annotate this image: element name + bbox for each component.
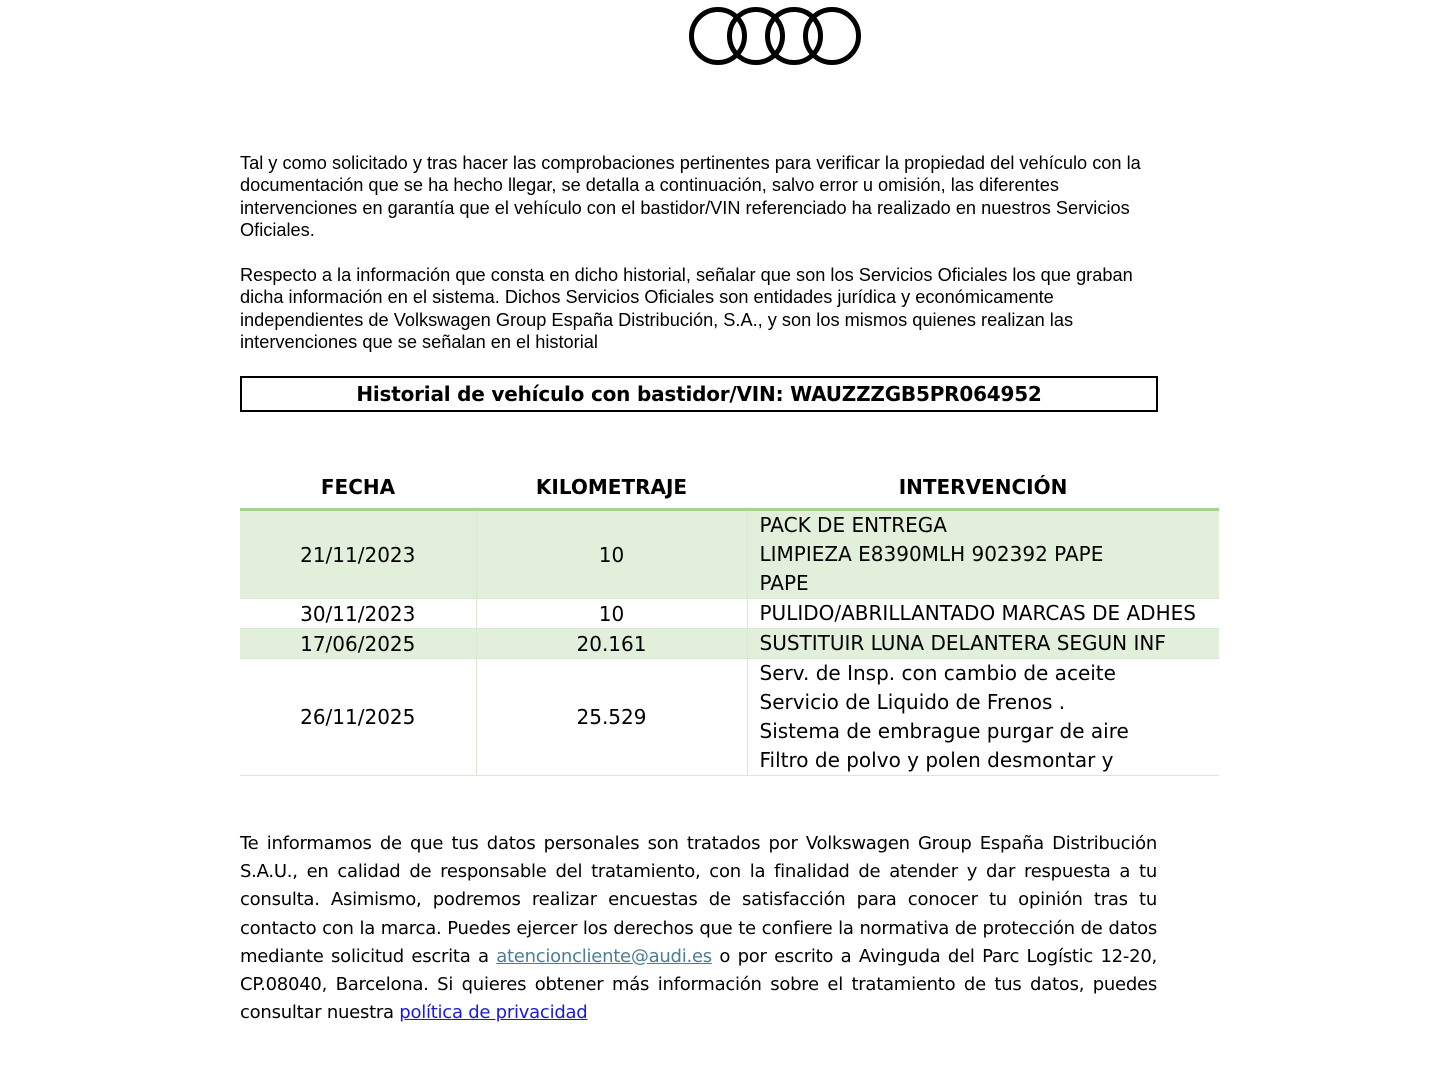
intervention-line: Servicio de Liquido de Frenos . xyxy=(759,690,1066,714)
vin-title-box: Historial de vehículo con bastidor/VIN: WAUZZZGB5PR064952 xyxy=(240,376,1158,412)
row-interventions xyxy=(747,659,1219,776)
table-row xyxy=(240,629,1219,659)
table-row xyxy=(240,510,1219,599)
row-km: 10 xyxy=(476,599,747,629)
table-row xyxy=(240,659,1219,776)
intro-paragraph-2: Respecto a la información que consta en dicho historial, señalar que son los Servicios Oficiales los que graban dicha información en el sistema. Dichos Servicios Oficiales son entidades jurídica y económicamente independientes de Volkswagen Group España Distribución, S.A., y son los mismos quienes realizan las intervenciones que se señalan en el historial xyxy=(240,265,1133,353)
privacy-text-part-1: Te informamos de que tus datos personales son tratados por Volkswagen Group España Distribución S.A.U., en calidad de responsable del tratamiento, con la finalidad de atender y dar respuesta a tu consulta. Asimismo, podremos realizar encuestas de satisfacción para conocer tu opinión tras tu contacto con la marca. Puedes ejercer los derechos que te confiere la normativa de protección de datos mediante solicitud escrita a xyxy=(240,833,1157,967)
intro-paragraph-1: Tal y como solicitado y tras hacer las comprobaciones pertinentes para verificar la propiedad del vehículo con la documentación que se ha hecho llegar, se detalla a continuación, salvo error u omisión, las diferentes intervenciones en garantía que el vehículo con el bastidor/VIN referenciado ha realizado en nuestros Servicios Oficiales. xyxy=(240,153,1141,241)
row-date: 30/11/2023 xyxy=(240,599,476,629)
row-interventions xyxy=(747,510,1219,599)
row-km: 10 xyxy=(476,510,747,599)
vehicle-history-table xyxy=(240,466,1219,776)
privacy-text-part-2: o por escrito a Avinguda del Parc Logístic 12-20, CP.08040, Barcelona. Si quieres obtener más información sobre el tratamiento de tus datos, puedes consultar nuestra xyxy=(240,945,1157,1024)
intervention-line: LIMPIEZA E8390MLH 902392 PAPE xyxy=(759,542,1104,566)
privacy-policy-link[interactable]: política de privacidad xyxy=(399,1002,588,1024)
row-date: 21/11/2023 xyxy=(240,510,476,599)
intervention-line: PACK DE ENTREGA xyxy=(759,513,947,537)
intervention-line: Serv. de Insp. con cambio de aceite xyxy=(759,661,1116,685)
row-interventions xyxy=(747,629,1219,659)
intervention-line: PAPE xyxy=(759,571,809,595)
audi-four-rings-icon xyxy=(686,4,864,68)
header-date: FECHA xyxy=(240,466,476,510)
table-header-row xyxy=(240,466,1219,510)
intervention-line: Filtro de polvo y polen desmontar y xyxy=(759,748,1114,772)
intervention-line: Sistema de embrague purgar de aire xyxy=(759,719,1129,743)
intervention-line: SUSTITUIR LUNA DELANTERA SEGUN INF xyxy=(759,631,1166,655)
header-km: KILOMETRAJE xyxy=(476,466,747,510)
intervention-line: PULIDO/ABRILLANTADO MARCAS DE ADHES xyxy=(759,601,1196,625)
header-intervention: INTERVENCIÓN xyxy=(747,466,1219,510)
table-row xyxy=(240,599,1219,629)
privacy-notice xyxy=(240,830,1157,1027)
row-interventions xyxy=(747,599,1219,629)
row-date: 26/11/2025 xyxy=(240,659,476,776)
row-date: 17/06/2025 xyxy=(240,629,476,659)
row-km: 20.161 xyxy=(476,629,747,659)
email-link[interactable]: atencioncliente@audi.es xyxy=(496,945,712,967)
row-km: 25.529 xyxy=(476,659,747,776)
